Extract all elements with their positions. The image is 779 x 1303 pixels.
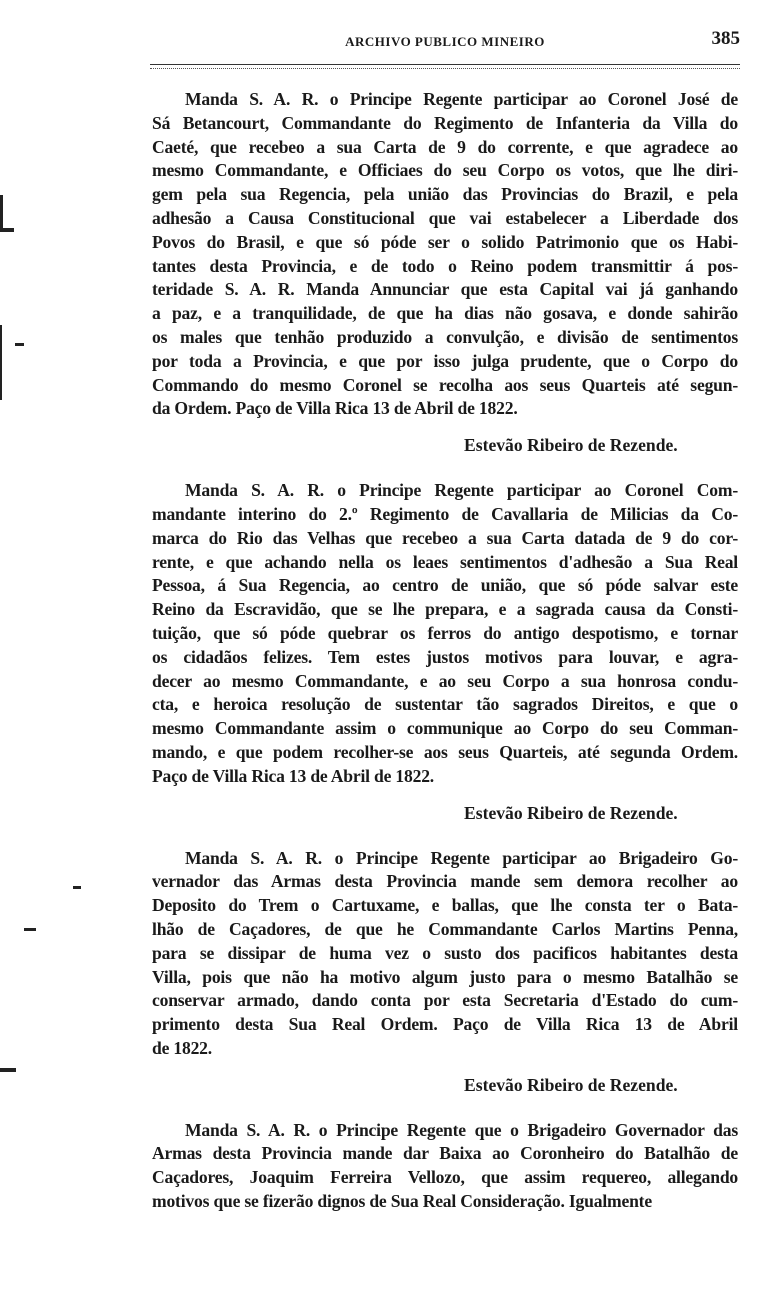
text-line: tuição, que só póde quebrar os ferros do antigo despotismo, e tornar xyxy=(152,622,738,643)
text-line: tantes desta Provincia, e de todo o Reino podem transmittir á pos- xyxy=(152,255,738,276)
margin-artifact xyxy=(73,886,81,889)
text-line: da Ordem. Paço de Villa Rica 13 de Abril de 1822. xyxy=(152,398,518,419)
text-line: a paz, e a tranquilidade, de que ha dias não gosava, e donde sahirão xyxy=(152,303,738,324)
text-line: mesmo Commandante assim o communique ao Corpo do seu Comman- xyxy=(152,718,738,739)
signature: Estevão Ribeiro de Rezende. xyxy=(464,802,678,823)
spacer xyxy=(152,421,738,433)
text-line: motivos que se fizerão dignos de Sua Real Consideração. Igualmente xyxy=(152,1191,652,1212)
text-line: mandante interino do 2.º Regimento de Cavallaria de Milicias da Co- xyxy=(152,503,738,524)
text-line: Caeté, que recebeo a sua Carta de 9 do corrente, e que agradece ao xyxy=(152,136,738,157)
text-line: de 1822. xyxy=(152,1037,212,1058)
margin-artifact xyxy=(0,325,2,400)
header-rule xyxy=(150,64,740,69)
spacer xyxy=(152,1061,738,1073)
text-line: Villa, pois que não ha motivo algum justo para o mesmo Batalhão se xyxy=(152,966,738,987)
text-line: decer ao mesmo Commandante, e ao seu Corpo a sua honrosa condu- xyxy=(152,670,738,691)
decree-entry xyxy=(152,88,738,479)
margin-artifact xyxy=(0,228,14,232)
text-line: Paço de Villa Rica 13 de Abril de 1822. xyxy=(152,765,434,786)
decree-entry xyxy=(152,1119,738,1214)
text-line: mesmo Commandante, e Officiaes do seu Corpo os votos, que lhe diri- xyxy=(152,160,738,181)
text-line: Reino da Escravidão, que se lhe prepara, e a sagrada causa da Consti- xyxy=(152,599,738,620)
text-line: Manda S. A. R. o Principe Regente participar ao Coronel Com- xyxy=(185,480,738,501)
document-body xyxy=(152,88,738,1214)
text-line: adhesão a Causa Constitucional que vai estabelecer a Liberdade dos xyxy=(152,207,738,228)
text-line: Sá Betancourt, Commandante do Regimento de Infanteria da Villa do xyxy=(152,112,738,133)
text-line: Commando do mesmo Coronel se recolha aos seus Quarteis até segun- xyxy=(152,374,738,395)
running-title: ARCHIVO PUBLICO MINEIRO xyxy=(345,34,545,49)
text-line: Pessoa, á Sua Regencia, ao centro de união, que só póde salvar este xyxy=(152,575,738,596)
text-line: lhão de Caçadores, de que he Commandante Carlos Martins Penna, xyxy=(152,918,738,939)
text-line: conservar armado, dando conta por esta Secretaria d'Estado do cum- xyxy=(152,990,738,1011)
text-line: gem pela sua Regencia, pela união das Provincias do Brazil, e pela xyxy=(152,184,738,205)
signature: Estevão Ribeiro de Rezende. xyxy=(464,1074,678,1095)
text-line: Caçadores, Joaquim Ferreira Vellozo, que assim requereo, allegando xyxy=(152,1167,738,1188)
text-line: vernador das Armas desta Provincia mande sem demora recolher ao xyxy=(152,871,738,892)
decree-entry xyxy=(152,847,738,1119)
margin-artifact xyxy=(0,1068,16,1072)
text-line: Manda S. A. R. o Principe Regente que o Brigadeiro Governador das xyxy=(185,1119,738,1140)
decree-entry xyxy=(152,479,738,846)
text-line: primento desta Sua Real Ordem. Paço de Villa Rica 13 de Abril xyxy=(152,1014,738,1035)
margin-artifact xyxy=(0,195,3,230)
margin-artifact xyxy=(15,343,24,346)
text-line: mando, e que podem recolher-se aos seus Quarteis, até segunda Ordem. xyxy=(152,741,738,762)
spacer xyxy=(152,825,738,847)
text-line: teridade S. A. R. Manda Annunciar que esta Capital vai já ganhando xyxy=(152,279,738,300)
text-line: rente, e que achando nella os leaes sentimentos d'adhesão a Sua Real xyxy=(152,551,738,572)
text-line: Armas desta Provincia mande dar Baixa ao Coronheiro do Batalhão de xyxy=(152,1143,738,1164)
text-line: por toda a Provincia, e que por isso julga prudente, que o Corpo do xyxy=(152,350,738,371)
spacer xyxy=(152,789,738,801)
text-line: para se dissipar de huma vez o susto dos pacificos habitantes desta xyxy=(152,942,738,963)
text-line: Deposito do Trem o Cartuxame, e ballas, que lhe consta ter o Bata- xyxy=(152,895,738,916)
text-line: os cidadãos felizes. Tem estes justos motivos para louvar, e agra- xyxy=(152,646,738,667)
page-number: 385 xyxy=(711,28,740,49)
text-line: cta, e heroica resolução de sustentar tão sagrados Direitos, e que o xyxy=(152,694,738,715)
text-line: Manda S. A. R. o Principe Regente participar ao Coronel José de xyxy=(185,89,738,109)
text-line: os males que tenhão produzido a convulção, e divisão de sentimentos xyxy=(152,326,738,347)
text-line: Manda S. A. R. o Principe Regente participar ao Brigadeiro Go- xyxy=(185,847,738,868)
spacer xyxy=(152,1097,738,1119)
margin-artifact xyxy=(24,928,36,931)
spacer xyxy=(152,457,738,479)
text-line: Povos do Brasil, e que só póde ser o solido Patrimonio que os Habi- xyxy=(152,231,738,252)
signature: Estevão Ribeiro de Rezende. xyxy=(464,435,678,456)
text-line: marca do Rio das Velhas que recebeo a sua Carta datada de 9 do cor- xyxy=(152,527,738,548)
running-head xyxy=(150,28,740,52)
